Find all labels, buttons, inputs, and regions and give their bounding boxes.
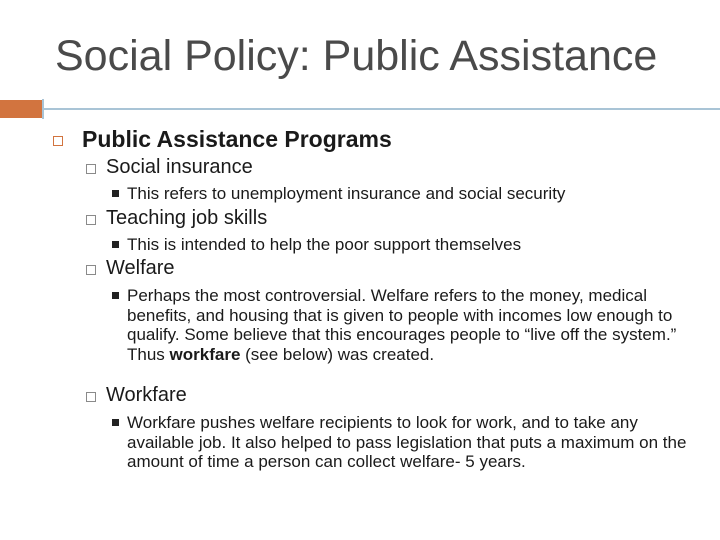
checkbox-bullet-icon	[86, 215, 96, 225]
checkbox-bullet-icon	[86, 392, 96, 402]
subheading-teaching-job-skills: Teaching job skills	[106, 207, 268, 229]
title-underline	[42, 108, 720, 110]
square-bullet-icon	[112, 241, 119, 248]
square-bullet-icon	[112, 292, 119, 299]
subheading-workfare: Workfare	[106, 384, 187, 406]
checkbox-bullet-icon	[86, 265, 96, 275]
detail-welfare-text: Perhaps the most controversial. Welfare refers to the money, medical benefits, and housing that is given to people with incomes low enough to qualify. Some believe that this encourages people to “live off the system.” Thus	[127, 286, 677, 364]
detail-welfare	[127, 286, 687, 364]
detail-workfare: Workfare pushes welfare recipients to look for work, and to take any available job. It also helped to pass legislation that puts a maximum on the amount of time a person can collect welfare- 5 years.	[127, 413, 687, 471]
subheading-welfare: Welfare	[106, 257, 175, 279]
slide-title: Social Policy: Public Assistance	[55, 32, 658, 80]
checkbox-bullet-icon	[86, 164, 96, 174]
square-bullet-icon	[112, 190, 119, 197]
title-underline-accent	[0, 100, 42, 118]
heading-bullet-icon	[53, 136, 63, 146]
square-bullet-icon	[112, 419, 119, 426]
subheading-social-insurance: Social insurance	[106, 156, 253, 178]
section-heading: Public Assistance Programs	[82, 126, 392, 152]
detail-welfare-text-end: (see below) was created.	[240, 344, 435, 364]
detail-teaching-job-skills: This is intended to help the poor support themselves	[127, 235, 522, 254]
detail-social-insurance: This refers to unemployment insurance and social security	[127, 184, 566, 203]
detail-welfare-bold: workfare	[169, 344, 241, 364]
